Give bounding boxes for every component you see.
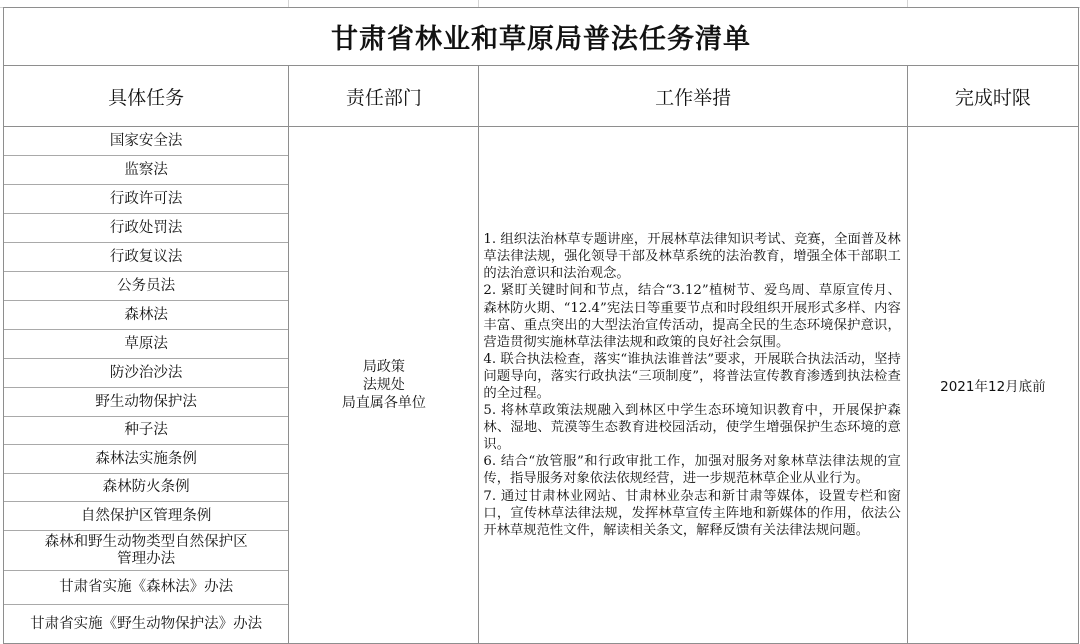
measure-item: 6. 结合“放管服”和行政审批工作，加强对服务对象林草法律法规的宣传，指导服务对象依法依规经营，进一步规范林草企业从业行为。 xyxy=(483,454,901,487)
department-line: 局政策 xyxy=(362,359,405,375)
department-cell xyxy=(289,127,479,644)
measure-item: 2. 紧盯关键时间和节点，结合“3.12”植树节、爱鸟周、草原宣传月、森林防火期、“12.4”宪法日等重要节点和时段组织开展形式多样、内容丰富、重点突出的大型法治宣传活动，提高全民的生态环境保护意识，营造贯彻实施林草法律法规和政策的良好社会氛围。 xyxy=(483,283,901,350)
task-item: 防沙治沙法 xyxy=(4,359,288,388)
task-item-line: 管理办法 xyxy=(117,550,176,567)
measure-item: 4. 联合执法检查，落实“谁执法谁普法”要求，开展联合执法活动，坚持问题导向，落实行政执法“三项制度”，将普法宣传教育渗透到执法检查的全过程。 xyxy=(483,351,901,401)
task-table xyxy=(3,7,1079,644)
task-item: 自然保护区管理条例 xyxy=(4,502,288,531)
task-item: 森林法 xyxy=(4,301,288,330)
measure-item: 1. 组织法治林草专题讲座，开展林草法律知识考试、竞赛，全面普及林草法律法规，强化领导干部及林草系统的法治教育，增强全体干部职工的法治意识和法治观念。 xyxy=(483,232,901,282)
task-item: 草原法 xyxy=(4,330,288,359)
header-department: 责任部门 xyxy=(289,66,479,127)
task-item: 行政处罚法 xyxy=(4,214,288,243)
task-list xyxy=(4,127,288,643)
header-deadline: 完成时限 xyxy=(907,66,1078,127)
department-line: 法规处 xyxy=(362,377,405,393)
header-measures: 工作举措 xyxy=(479,66,907,127)
measures-cell xyxy=(479,127,907,644)
task-item: 行政复议法 xyxy=(4,243,288,272)
header-task: 具体任务 xyxy=(4,66,289,127)
task-item: 甘肃省实施《野生动物保护法》办法 xyxy=(30,615,263,632)
measure-item: 7. 通过甘肃林业网站、甘肃林业杂志和新甘肃等媒体，设置专栏和窗口，宣传林草法律法规，发挥林草宣传主阵地和新媒体的作用，依法公开林草规范性文件，解读相关条文，解释反馈有关法律法规问题。 xyxy=(483,488,901,538)
deadline-cell: 2021年12月底前 xyxy=(907,127,1078,644)
task-item-line: 森林和野生动物类型自然保护区 xyxy=(44,533,248,550)
department-line: 局直属各单位 xyxy=(341,395,426,411)
task-item: 森林法实施条例 xyxy=(4,445,288,474)
task-item: 监察法 xyxy=(4,156,288,185)
task-item: 公务员法 xyxy=(4,272,288,301)
task-item: 行政许可法 xyxy=(4,185,288,214)
table-title: 甘肃省林业和草原局普法任务清单 xyxy=(4,8,1079,66)
task-item xyxy=(4,531,288,571)
task-item: 森林防火条例 xyxy=(4,474,288,502)
task-item: 种子法 xyxy=(4,417,288,445)
task-item: 野生动物保护法 xyxy=(4,388,288,417)
task-item: 国家安全法 xyxy=(4,127,288,156)
measure-item: 5. 将林草政策法规融入到林区中学生态环境知识教育中，开展保护森林、湿地、荒漠等生态教育进校园活动，使学生增强保护生态环境的意识。 xyxy=(483,403,901,453)
task-item: 甘肃省实施《森林法》办法 xyxy=(4,571,288,605)
task-list-cell xyxy=(4,127,289,644)
